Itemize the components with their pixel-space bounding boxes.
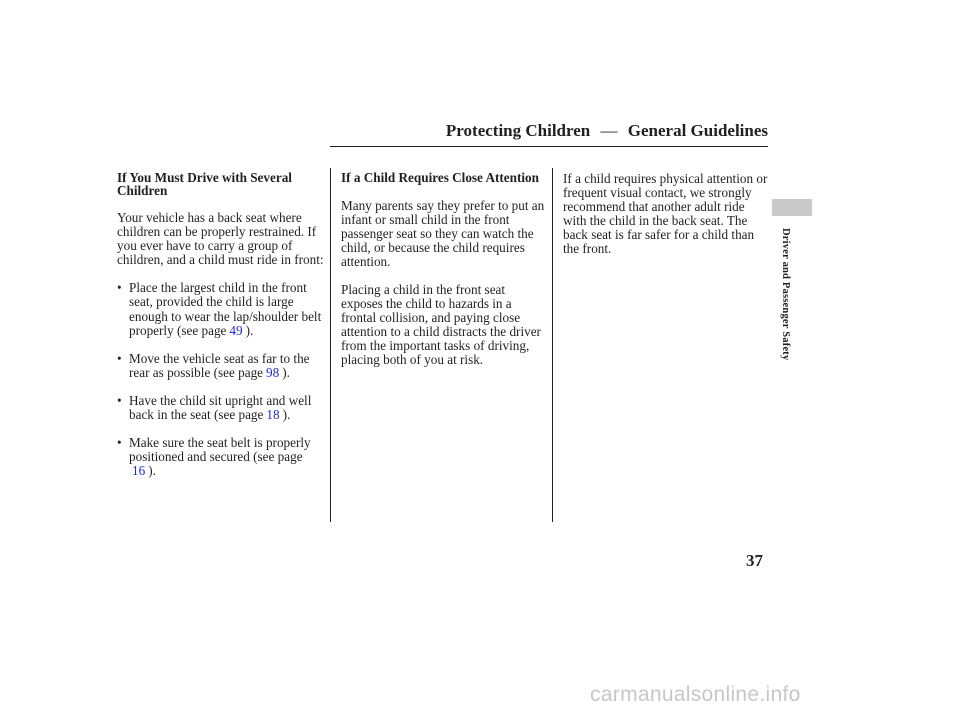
subsection-title: General Guidelines (627, 121, 768, 140)
list-item-close: ). (282, 364, 290, 380)
list-item-close: ). (148, 463, 156, 479)
page-link-98[interactable]: 98 (266, 364, 280, 380)
list-item (117, 352, 325, 380)
column-close-attention (341, 172, 546, 368)
list-item (117, 436, 325, 478)
list-item-close: ). (245, 322, 254, 338)
watermark: carmanualsonline.info (590, 683, 801, 706)
header-rule (330, 146, 768, 147)
title-dash: — (600, 121, 618, 140)
heading-close-attention: If a Child Requires Close Attention (341, 170, 539, 185)
page-number: 37 (746, 551, 763, 570)
guideline-list (117, 281, 325, 478)
column-several-children (117, 172, 325, 492)
section-title: Protecting Children (445, 121, 591, 140)
list-item-text: Place the largest child in the front seat, provided the child is large enough to wear the lap/shoulder belt properly (see page (129, 280, 322, 338)
heading-several-children: If You Must Drive with Several Children (117, 170, 292, 198)
section-tab-marker (772, 199, 812, 216)
list-item-text: Have the child sit upright and well back in the seat (see page (129, 392, 312, 423)
column-divider-1 (330, 168, 331, 522)
column-physical-attention (563, 172, 768, 257)
page-link-18[interactable]: 18 (266, 407, 280, 423)
side-section-label: Driver and Passenger Safety (780, 228, 791, 361)
list-item-close: ). (282, 407, 291, 423)
list-item-text: Move the vehicle seat as far to the rear as possible (see page (129, 350, 310, 380)
page-header-title (446, 121, 768, 141)
column-divider-2 (552, 168, 553, 522)
list-item-text: Make sure the seat belt is properly positioned and secured (see page (129, 435, 311, 465)
intro-paragraph: Your vehicle has a back seat where children can be properly restrained. If you ever have to carry a group of children, and a child must ride in front: (117, 210, 324, 268)
page-link-49[interactable]: 49 (229, 322, 243, 338)
paragraph-physical-attention: If a child requires physical attention or frequent visual contact, we strongly recommend that another adult ride with the child in the back seat. The back seat is far safer for a child than the front. (563, 171, 768, 257)
list-item (117, 394, 325, 422)
paragraph-front-seat-hazards: Placing a child in the front seat exposes the child to hazards in a frontal collision, and paying close attention to a child distracts the driver from the important tasks of driving, placing both of you at risk. (341, 281, 541, 368)
page-link-16[interactable]: 16 (132, 463, 146, 479)
list-item (117, 281, 325, 337)
paragraph-parents-prefer: Many parents say they prefer to put an infant or small child in the front passenger seat so they can watch the child, or because the child requires attention. (341, 197, 545, 269)
